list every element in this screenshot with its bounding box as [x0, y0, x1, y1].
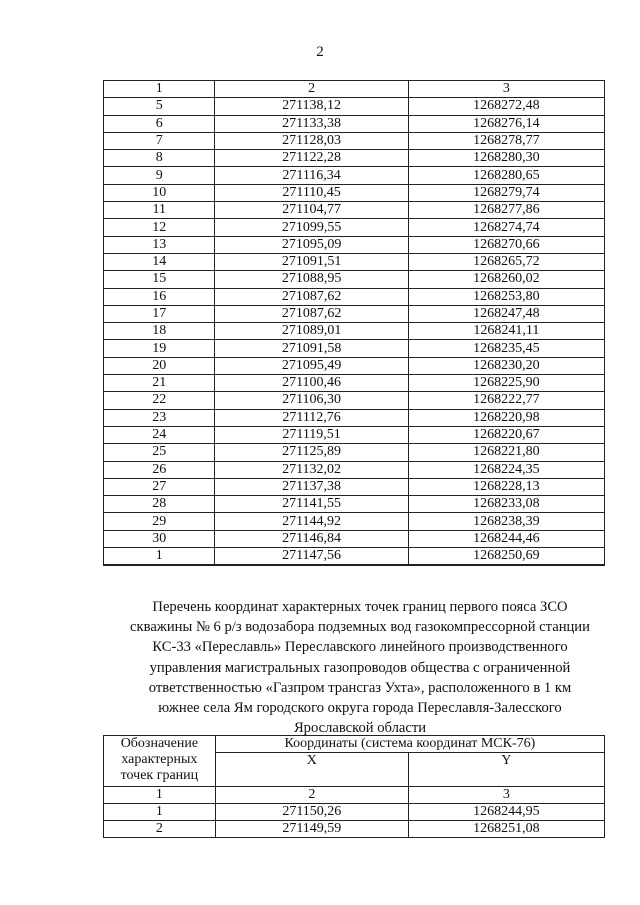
table-cell: 1268244,95 — [408, 804, 604, 821]
point-number-cell: 10 — [104, 184, 215, 201]
x-coordinate-cell: 271146,84 — [215, 530, 408, 547]
point-number-cell: 6 — [104, 115, 215, 132]
y-coordinate-cell: 1268278,77 — [408, 132, 604, 149]
y-coordinate-cell: 1268225,90 — [408, 375, 604, 392]
table-row — [104, 375, 605, 392]
point-number-cell: 25 — [104, 444, 215, 461]
point-number-cell: 30 — [104, 530, 215, 547]
first-zone-coordinates-table — [103, 735, 605, 838]
x-coordinate-cell: 271133,38 — [215, 115, 408, 132]
point-number-cell: 24 — [104, 426, 215, 443]
table-row — [104, 821, 605, 838]
point-number-cell: 1 — [104, 548, 215, 566]
heading-line: управления магистральных газопроводов общества с ограниченной — [149, 659, 571, 676]
x-coordinate-cell: 271112,76 — [215, 409, 408, 426]
y-coordinate-cell: 1268276,14 — [408, 115, 604, 132]
heading-line: КС-33 «Переславль» Переславского линейного производственного — [152, 639, 568, 656]
point-number-cell: 5 — [104, 98, 215, 115]
x-coordinate-cell: 271141,55 — [215, 496, 408, 513]
table-header-row — [104, 81, 605, 98]
point-number-cell: 15 — [104, 271, 215, 288]
y-coordinate-cell: 1268272,48 — [408, 98, 604, 115]
heading-line: ответственностью «Газпром трансгаз Ухта», расположенного в 1 км — [148, 679, 572, 696]
y-coordinate-cell: 1268235,45 — [408, 340, 604, 357]
heading-line: скважины № 6 р/з водозабора подземных вод газокомпрессорной станции — [130, 619, 590, 636]
y-coordinate-cell: 1268220,67 — [408, 426, 604, 443]
table-row — [104, 426, 605, 443]
table-row — [104, 98, 605, 115]
y-coordinate-cell: 1268265,72 — [408, 253, 604, 270]
x-coordinate-cell: 271106,30 — [215, 392, 408, 409]
y-coordinate-cell: 1268230,20 — [408, 357, 604, 374]
section-heading — [110, 597, 610, 738]
point-number-cell: 12 — [104, 219, 215, 236]
point-number-cell: 21 — [104, 375, 215, 392]
point-number-cell: 18 — [104, 323, 215, 340]
x-coordinate-cell: 271137,38 — [215, 478, 408, 495]
x-coordinate-cell: 271087,62 — [215, 305, 408, 322]
y-coordinate-cell: 1268221,80 — [408, 444, 604, 461]
point-number-cell: 14 — [104, 253, 215, 270]
table-cell: 1 — [104, 787, 216, 804]
table-row — [104, 202, 605, 219]
point-number-cell: 11 — [104, 202, 215, 219]
x-coordinate-cell: 271138,12 — [215, 98, 408, 115]
x-header: X — [215, 753, 408, 787]
table-row — [104, 132, 605, 149]
y-coordinate-cell: 1268241,11 — [408, 323, 604, 340]
point-number-cell: 29 — [104, 513, 215, 530]
heading-line: южнее села Ям городского округа города Переславля-Залесского — [158, 700, 562, 717]
table-row — [104, 253, 605, 270]
point-number-cell: 26 — [104, 461, 215, 478]
y-coordinate-cell: 1268280,30 — [408, 150, 604, 167]
x-coordinate-cell: 271100,46 — [215, 375, 408, 392]
y-coordinate-cell: 1268228,13 — [408, 478, 604, 495]
y-coordinate-cell: 1268247,48 — [408, 305, 604, 322]
table-row — [104, 357, 605, 374]
x-coordinate-cell: 271104,77 — [215, 202, 408, 219]
y-coordinate-cell: 1268270,66 — [408, 236, 604, 253]
table-header-cell: 2 — [215, 81, 408, 98]
table-row — [104, 513, 605, 530]
y-coordinate-cell: 1268279,74 — [408, 184, 604, 201]
table-row — [104, 461, 605, 478]
y-coordinate-cell: 1268260,02 — [408, 271, 604, 288]
y-coordinate-cell: 1268274,74 — [408, 219, 604, 236]
x-coordinate-cell: 271144,92 — [215, 513, 408, 530]
table-cell: 2 — [104, 821, 216, 838]
x-coordinate-cell: 271128,03 — [215, 132, 408, 149]
x-coordinate-cell: 271091,51 — [215, 253, 408, 270]
header-line: точек границ — [120, 768, 199, 783]
table-row — [104, 150, 605, 167]
table-cell: 271149,59 — [215, 821, 408, 838]
table-cell: 271150,26 — [215, 804, 408, 821]
x-coordinate-cell: 271147,56 — [215, 548, 408, 566]
point-number-cell: 13 — [104, 236, 215, 253]
column-number-row — [104, 787, 605, 804]
point-number-cell: 16 — [104, 288, 215, 305]
table-row — [104, 236, 605, 253]
table-row — [104, 409, 605, 426]
point-number-cell: 20 — [104, 357, 215, 374]
y-coordinate-cell: 1268277,86 — [408, 202, 604, 219]
y-coordinate-cell: 1268224,35 — [408, 461, 604, 478]
table-cell: 1 — [104, 804, 216, 821]
y-coordinate-cell: 1268238,39 — [408, 513, 604, 530]
x-coordinate-cell: 271095,49 — [215, 357, 408, 374]
x-coordinate-cell: 271125,89 — [215, 444, 408, 461]
x-coordinate-cell: 271091,58 — [215, 340, 408, 357]
table-row — [104, 323, 605, 340]
x-coordinate-cell: 271132,02 — [215, 461, 408, 478]
table-row — [104, 271, 605, 288]
y-coordinate-cell: 1268253,80 — [408, 288, 604, 305]
table-row — [104, 392, 605, 409]
x-coordinate-cell: 271088,95 — [215, 271, 408, 288]
y-coordinate-cell: 1268244,46 — [408, 530, 604, 547]
table-row — [104, 184, 605, 201]
y-coordinate-cell: 1268233,08 — [408, 496, 604, 513]
table-header-cell: 3 — [408, 81, 604, 98]
table-cell: 3 — [408, 787, 604, 804]
table-row — [104, 340, 605, 357]
x-coordinate-cell: 271089,01 — [215, 323, 408, 340]
table-cell: 1268251,08 — [408, 821, 604, 838]
y-coordinate-cell: 1268250,69 — [408, 548, 604, 566]
point-number-cell: 23 — [104, 409, 215, 426]
table-row — [104, 444, 605, 461]
x-coordinate-cell: 271095,09 — [215, 236, 408, 253]
point-number-cell: 8 — [104, 150, 215, 167]
table-row — [104, 167, 605, 184]
table-row — [104, 219, 605, 236]
table-cell: 2 — [215, 787, 408, 804]
table-row — [104, 548, 605, 566]
page-number: 2 — [316, 44, 324, 60]
point-number-cell: 19 — [104, 340, 215, 357]
table-row — [104, 478, 605, 495]
table-header-row — [104, 736, 605, 753]
point-number-cell: 9 — [104, 167, 215, 184]
table-row — [104, 496, 605, 513]
header-line: Обозначение — [120, 736, 199, 751]
point-number-cell: 28 — [104, 496, 215, 513]
table-row — [104, 804, 605, 821]
point-number-cell: 22 — [104, 392, 215, 409]
table-row — [104, 305, 605, 322]
y-coordinate-cell: 1268280,65 — [408, 167, 604, 184]
x-coordinate-cell: 271122,28 — [215, 150, 408, 167]
table-header-cell: 1 — [104, 81, 215, 98]
y-coordinate-cell: 1268222,77 — [408, 392, 604, 409]
coordinates-header: Координаты (система координат МСК-76) — [215, 736, 604, 753]
x-coordinate-cell: 271110,45 — [215, 184, 408, 201]
point-number-cell: 27 — [104, 478, 215, 495]
x-coordinate-cell: 271099,55 — [215, 219, 408, 236]
x-coordinate-cell: 271119,51 — [215, 426, 408, 443]
point-number-cell: 7 — [104, 132, 215, 149]
table-row — [104, 530, 605, 547]
y-header: Y — [408, 753, 604, 787]
point-designation-header — [104, 736, 216, 787]
x-coordinate-cell: 271087,62 — [215, 288, 408, 305]
x-coordinate-cell: 271116,34 — [215, 167, 408, 184]
table-row — [104, 115, 605, 132]
coordinates-table-continued — [103, 80, 605, 566]
heading-line: Перечень координат характерных точек границ первого пояса ЗСО — [152, 599, 568, 615]
y-coordinate-cell: 1268220,98 — [408, 409, 604, 426]
point-number-cell: 17 — [104, 305, 215, 322]
heading-line: Ярославской области — [293, 720, 427, 737]
header-line: характерных — [121, 752, 198, 767]
table-row — [104, 288, 605, 305]
